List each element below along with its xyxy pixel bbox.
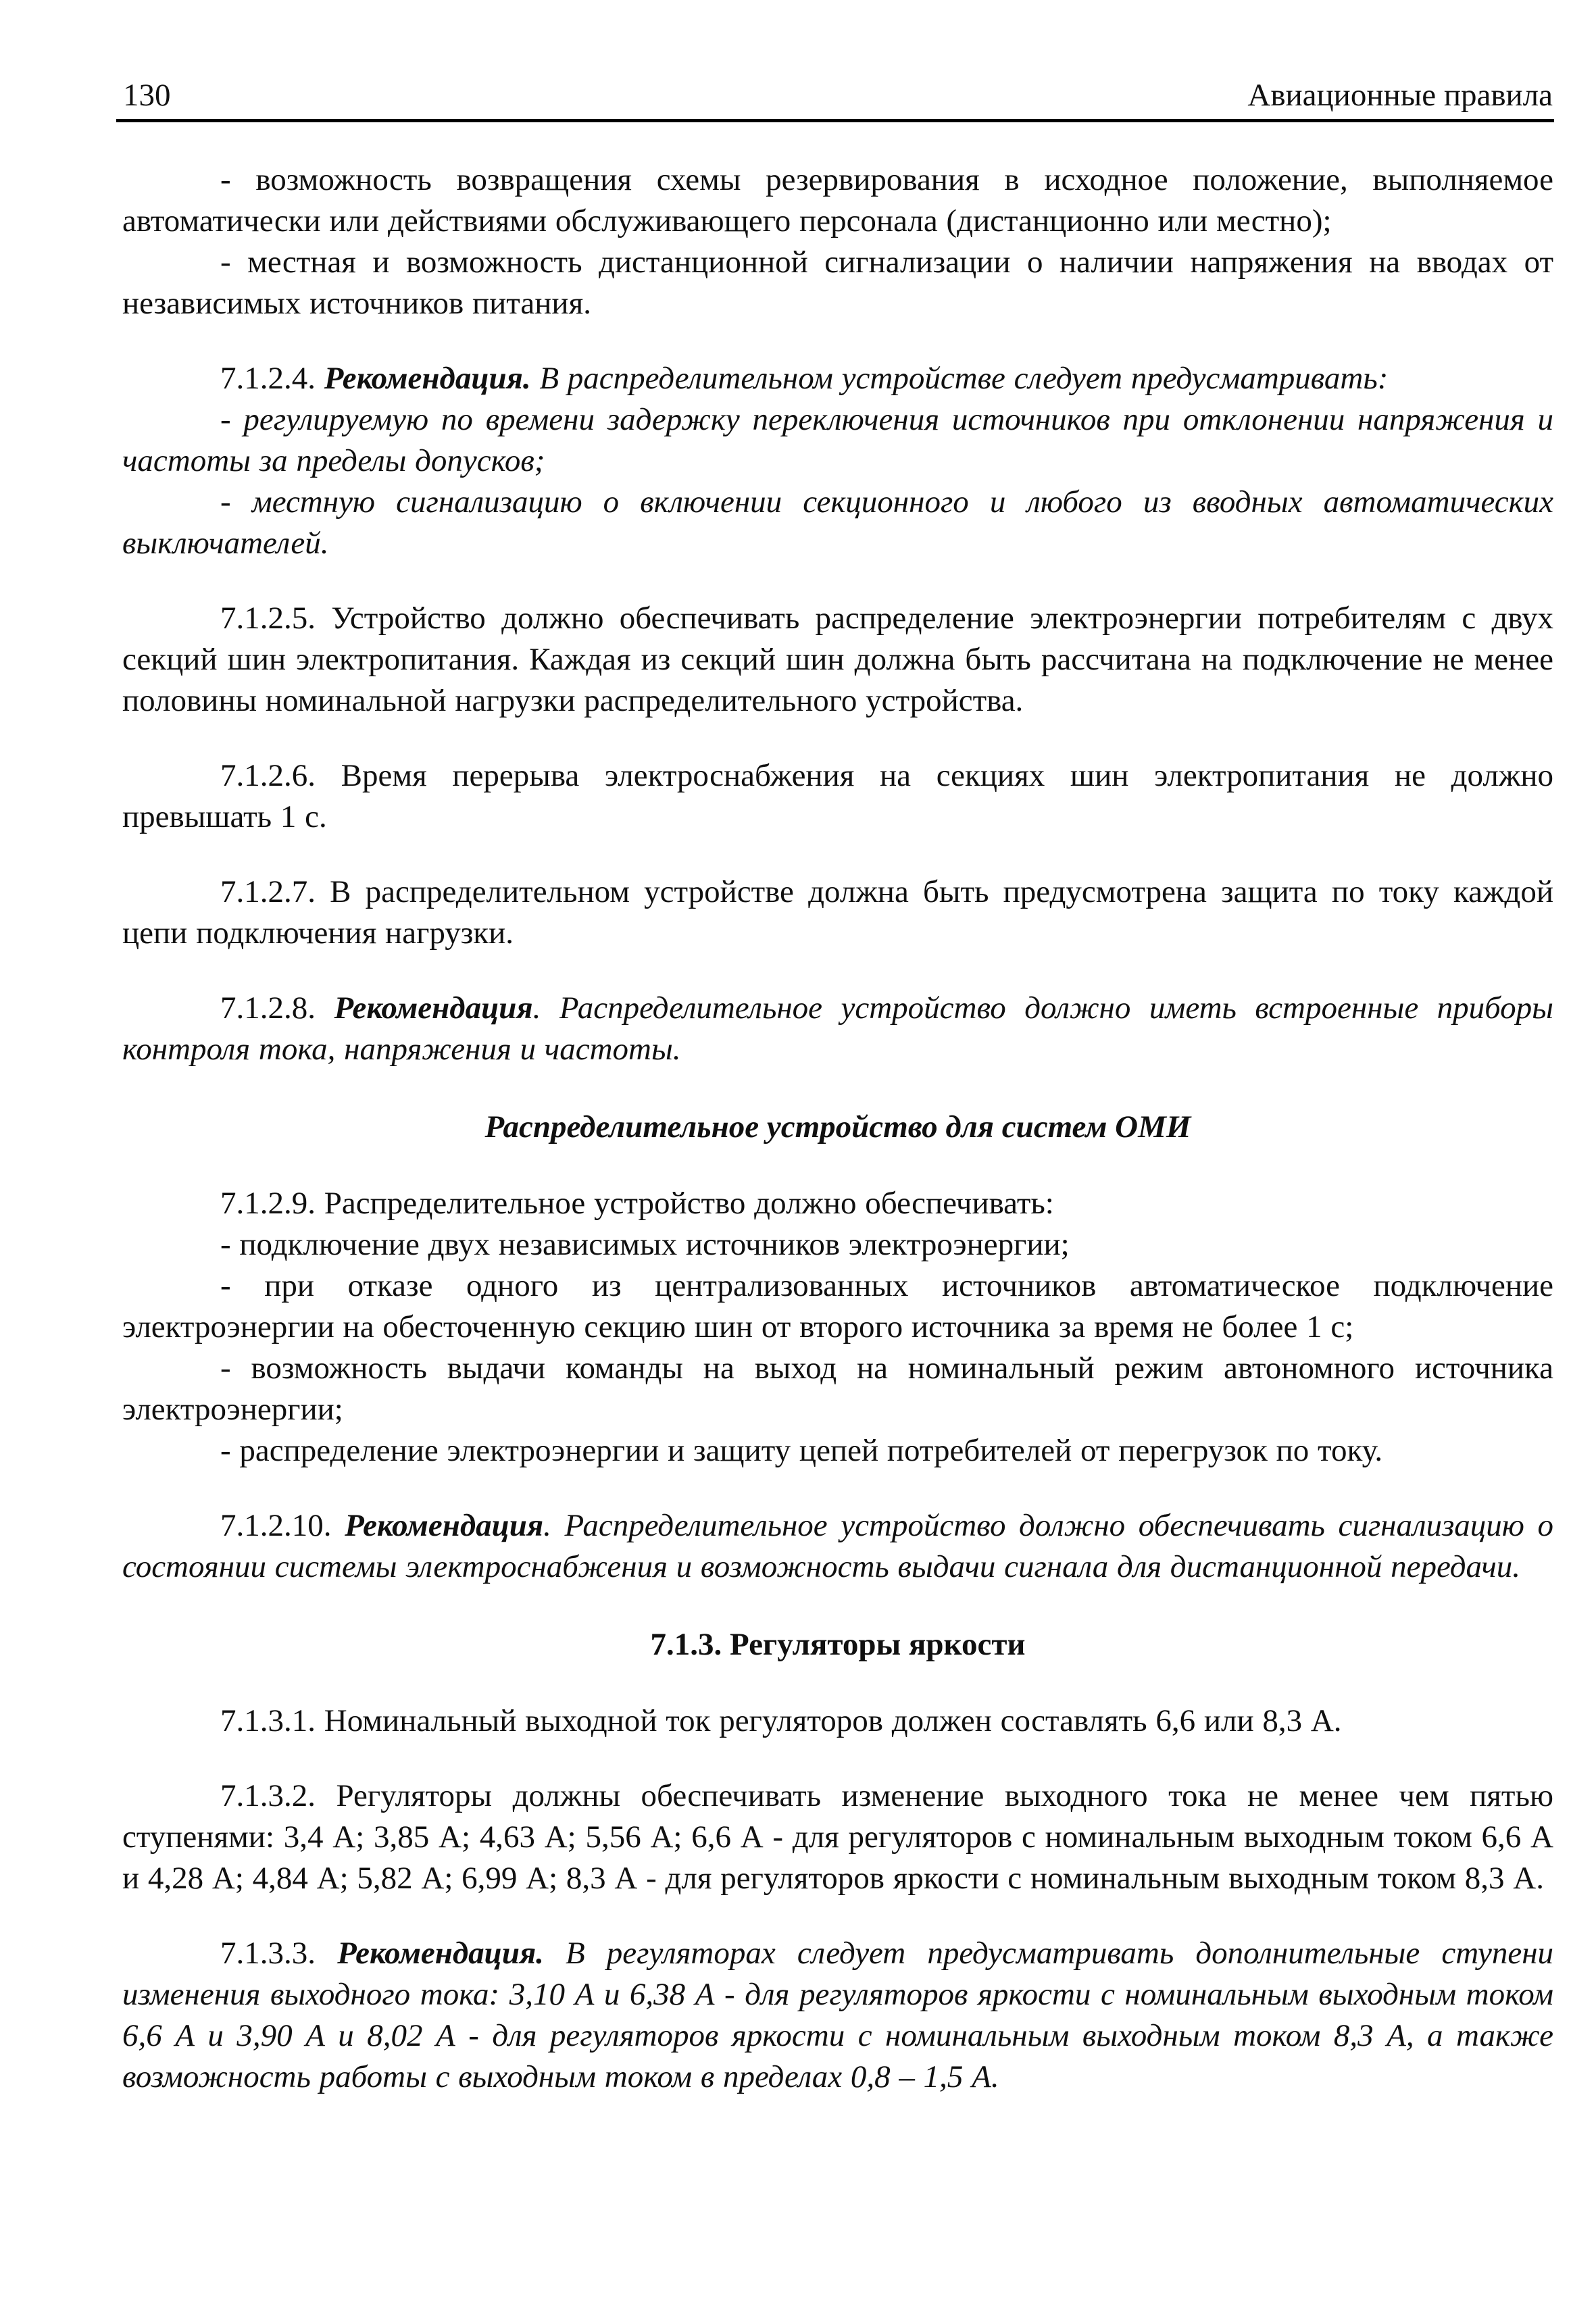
paragraph <box>122 358 1553 399</box>
text-run: 7.1.2.10. <box>220 1508 345 1543</box>
text-run: Рекомендация <box>334 990 533 1026</box>
text-run: - подключение двух независимых источников электроэнергии; <box>220 1227 1070 1262</box>
text-run: 7.1.3.2. Регуляторы должны обеспечивать изменение выходного тока не менее чем пятью ступенями: 3,4 А; 3,85 А; 4,63 А; 5,56 А; 6,6 А - для регуляторов с номинальным выходным током 6,6 А и 4,28 А; 4,84 А; 5,82 А; 6,99 А; 8,3 А - для регуляторов яркости с номинальным выходным током 8,3 А. <box>122 1778 1553 1896</box>
paragraph <box>122 242 1553 324</box>
text-run: 7.1.3.3. <box>220 1936 338 1971</box>
text-run: - местную сигнализацию о включении секционного и любого из вводных автоматических выключателей. <box>122 484 1553 561</box>
paragraph <box>122 159 1553 242</box>
text-run: В распределительном устройстве следует предусматривать: <box>530 361 1389 396</box>
section-7-1-2-8 <box>122 988 1553 1070</box>
paragraph <box>122 1265 1553 1348</box>
header-title: Авиационные правила <box>1247 78 1553 113</box>
document-body <box>122 159 1553 2098</box>
paragraph <box>122 1430 1553 1472</box>
header-rule <box>116 119 1554 122</box>
text-run: - возможность выдачи команды на выход на номинальный режим автономного источника электроэнергии; <box>122 1351 1553 1427</box>
text-run: 7.1.2.6. Время перерыва электроснабжения на секциях шин электропитания не должно превышать 1 с. <box>122 758 1553 834</box>
text-run: - местная и возможность дистанционной сигнализации о наличии напряжения на вводах от независимых источников питания. <box>122 245 1553 321</box>
paragraph <box>122 598 1553 722</box>
paragraph <box>122 988 1553 1070</box>
text-run: В регуляторах следует предусматривать дополнительные ступени изменения выходного тока: 3,10 А и 6,38 А - для регуляторов яркости с номинальным выходным током 6,6 А и 3,90 А и 8,02 А - для регуляторов яркости с номинальным выходным током 8,3 А, а также возможность работы с выходным током в пределах 0,8 – 1,5 А. <box>122 1936 1554 2094</box>
text-run: . Распределительное устройство должно иметь встроенные приборы контроля тока, напряжения и частоты. <box>122 990 1554 1067</box>
text-run: 7.1.3.1. Номинальный выходной ток регуляторов должен составлять 6,6 или 8,3 А. <box>220 1703 1342 1738</box>
paragraph <box>122 482 1553 564</box>
paragraph <box>122 1348 1553 1430</box>
text-run: . Распределительное устройство должно обеспечивать сигнализацию о состоянии системы электроснабжения и возможность выдачи сигнала для дистанционной передачи. <box>122 1508 1553 1584</box>
paragraph <box>122 1183 1553 1224</box>
paragraph <box>122 1224 1553 1265</box>
section-7-1-2-6 <box>122 755 1553 838</box>
section-7-1-2-10 <box>122 1505 1553 1588</box>
section-7-1-2-9 <box>122 1183 1553 1472</box>
continued-list-block <box>122 159 1553 324</box>
text-run: - распределение электроэнергии и защиту цепей потребителей от перегрузок по току. <box>220 1433 1383 1468</box>
page-header <box>123 78 1553 112</box>
text-run: - возможность возвращения схемы резервирования в исходное положение, выполняемое автоматически или действиями обслуживающего персонала (дистанционно или местно); <box>122 162 1553 238</box>
text-run: Рекомендация. <box>324 361 531 396</box>
text-run: 7.1.2.8. <box>220 990 334 1026</box>
paragraph <box>122 872 1553 954</box>
text-run: 7.1.2.5. Устройство должно обеспечивать распределение электроэнергии потребителям с двух секций шин электропитания. Каждая из секций шин должна быть рассчитана на подключение не менее половины номинальной нагрузки распределительного устройства. <box>122 601 1553 718</box>
section-7-1-3-3 <box>122 1933 1553 2098</box>
text-run: Рекомендация <box>345 1508 544 1543</box>
paragraph <box>122 399 1553 482</box>
section-7-1-3-1 <box>122 1701 1553 1742</box>
section-7-1-3-2 <box>122 1776 1553 1899</box>
paragraph <box>122 1505 1553 1588</box>
page-number: 130 <box>123 78 171 113</box>
paragraph <box>122 1933 1553 2098</box>
text-run: - регулируемую по времени задержку переключения источников при отклонении напряжения и частоты за пределы допусков; <box>122 402 1553 478</box>
subsection-heading-omi: Распределительное устройство для систем ОМИ <box>484 1109 1191 1145</box>
text-run: 7.1.2.7. В распределительном устройстве должна быть предусмотрена защита по току каждой цепи подключения нагрузки. <box>122 874 1553 951</box>
text-run: Рекомендация. <box>337 1936 544 1971</box>
section-heading-7-1-3: 7.1.3. Регуляторы яркости <box>650 1627 1026 1662</box>
section-7-1-2-7 <box>122 872 1553 954</box>
paragraph <box>122 755 1553 838</box>
section-7-1-2-5 <box>122 598 1553 722</box>
paragraph <box>122 1701 1553 1742</box>
text-run: 7.1.2.9. Распределительное устройство должно обеспечивать: <box>220 1186 1054 1221</box>
paragraph <box>122 1776 1553 1899</box>
section-7-1-2-4 <box>122 358 1553 564</box>
text-run: - при отказе одного из централизованных источников автоматическое подключение электроэнергии на обесточенную секцию шин от второго источника за время не более 1 с; <box>122 1268 1553 1344</box>
text-run: 7.1.2.4. <box>220 361 324 396</box>
